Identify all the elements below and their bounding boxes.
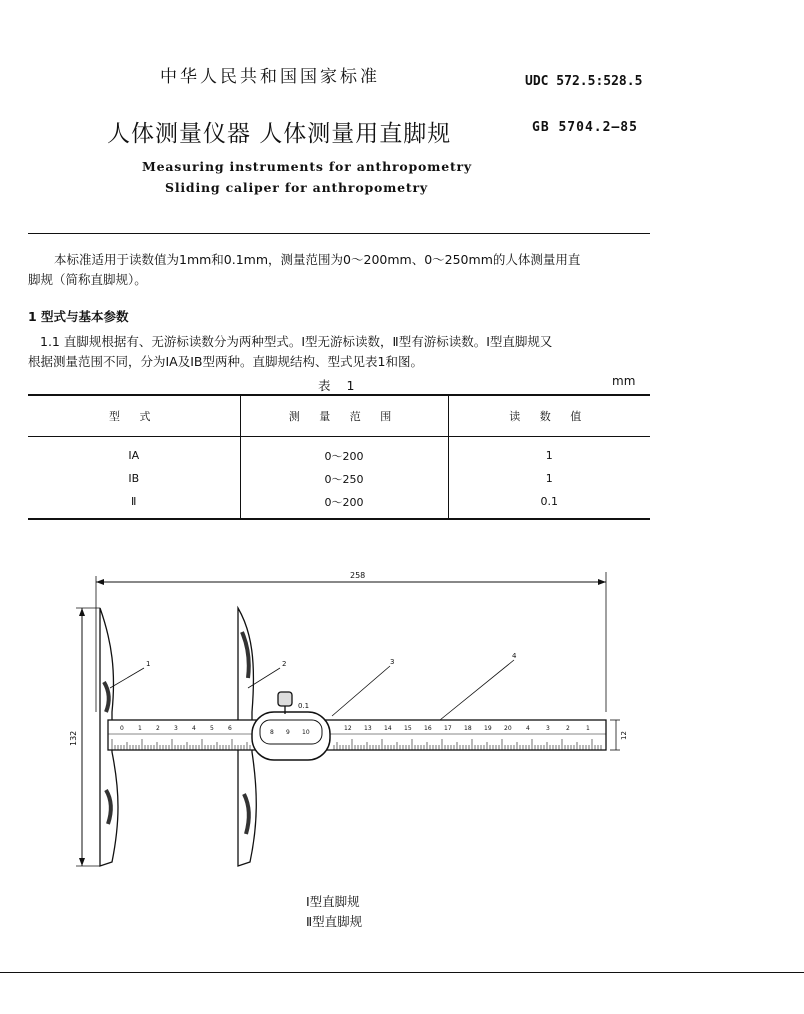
vernier-number: 9 — [286, 729, 290, 736]
scale-number: 2 — [566, 725, 570, 732]
cell-reading: 1 — [448, 467, 650, 490]
english-title-line-1: Measuring instruments for anthropometry — [142, 159, 472, 174]
national-standard-heading: 中华人民共和国国家标准 — [160, 67, 380, 87]
scale-number: 17 — [444, 725, 452, 732]
part-label-2: 2 — [282, 660, 287, 668]
clause-1-1-line-2: 根据测量范围不同，分为ⅠA及ⅠB型两种。直脚规结构、型式见表1和图。 — [28, 354, 423, 369]
figure-caption-type-2: Ⅱ型直脚规 — [306, 914, 363, 929]
intro-paragraph-line-2: 脚规（简称直脚规）。 — [28, 272, 147, 287]
scale-number: 6 — [228, 725, 232, 732]
standard-number: GB 5704.2—85 — [532, 120, 638, 135]
part-label-4: 4 — [512, 652, 517, 660]
page-title: 人体测量仪器 人体测量用直脚规 — [107, 121, 452, 147]
scale-number: 4 — [526, 725, 530, 732]
scale-number: 5 — [210, 725, 214, 732]
vernier-reading-label: 0.1 — [298, 702, 310, 710]
beam-width-label: 12 — [620, 731, 628, 740]
part-label-1: 1 — [146, 660, 151, 668]
figure-caption-type-1: Ⅰ型直脚规 — [306, 894, 360, 909]
cell-reading: 0.1 — [448, 490, 650, 519]
scale-number: 4 — [192, 725, 196, 732]
table-row — [28, 490, 650, 519]
scale-number: 20 — [504, 725, 512, 732]
udc-code: UDC 572.5:528.5 — [525, 74, 643, 89]
cell-range: 0～200 — [240, 437, 448, 468]
table-header-row — [28, 395, 650, 437]
scale-number: 0 — [120, 725, 124, 732]
part-label-3: 3 — [390, 658, 395, 666]
header-divider — [28, 233, 650, 234]
vernier-number: 8 — [270, 729, 274, 736]
scale-number: 18 — [464, 725, 472, 732]
cell-range: 0～250 — [240, 467, 448, 490]
header-range: 测 量 范 围 — [240, 395, 448, 437]
length-dimension — [96, 571, 606, 712]
scale-number: 3 — [174, 725, 178, 732]
scale-number: 16 — [424, 725, 432, 732]
length-label: 258 — [350, 571, 366, 580]
english-title-line-2: Sliding caliper for anthropometry — [165, 180, 428, 195]
footer-divider — [0, 972, 804, 973]
cell-reading: 1 — [448, 437, 650, 468]
scale-number: 1 — [586, 725, 590, 732]
lock-screw — [278, 692, 292, 706]
header-type: 型 式 — [28, 395, 240, 437]
slider-frame — [252, 712, 330, 760]
header-reading: 读 数 值 — [448, 395, 650, 437]
table-unit: mm — [612, 374, 636, 388]
cell-range: 0～200 — [240, 490, 448, 519]
height-dimension — [69, 608, 100, 866]
section-1-heading: 1 型式与基本参数 — [28, 309, 129, 324]
scale-number: 1 — [138, 725, 142, 732]
height-label: 132 — [69, 730, 78, 746]
cell-type: ⅠA — [128, 449, 140, 462]
main-beam — [108, 720, 606, 750]
scale-number: 15 — [404, 725, 412, 732]
intro-paragraph-line-1: 本标准适用于读数值为1mm和0.1mm，测量范围为0～200mm、0～250mm的人体测量用直 — [54, 252, 581, 267]
caliper-figure — [60, 562, 640, 882]
scale-number: 19 — [484, 725, 492, 732]
cell-type: Ⅱ — [28, 490, 240, 519]
scale-number: 12 — [344, 725, 352, 732]
scale-number: 14 — [384, 725, 392, 732]
table-row — [28, 437, 650, 468]
beam-width-dimension — [610, 720, 628, 750]
table-row — [28, 467, 650, 490]
clause-1-1-line-1: 1.1 直脚规根据有、无游标读数分为两种型式。Ⅰ型无游标读数，Ⅱ型有游标读数。Ⅰ型直脚规又 — [40, 334, 553, 349]
cell-type: ⅠB — [128, 472, 140, 485]
table-caption: 表 1 — [318, 378, 361, 393]
scale-number: 2 — [156, 725, 160, 732]
scale-number: 13 — [364, 725, 372, 732]
vernier-number: 10 — [302, 729, 310, 736]
scale-number: 3 — [546, 725, 550, 732]
spec-table — [28, 394, 650, 520]
